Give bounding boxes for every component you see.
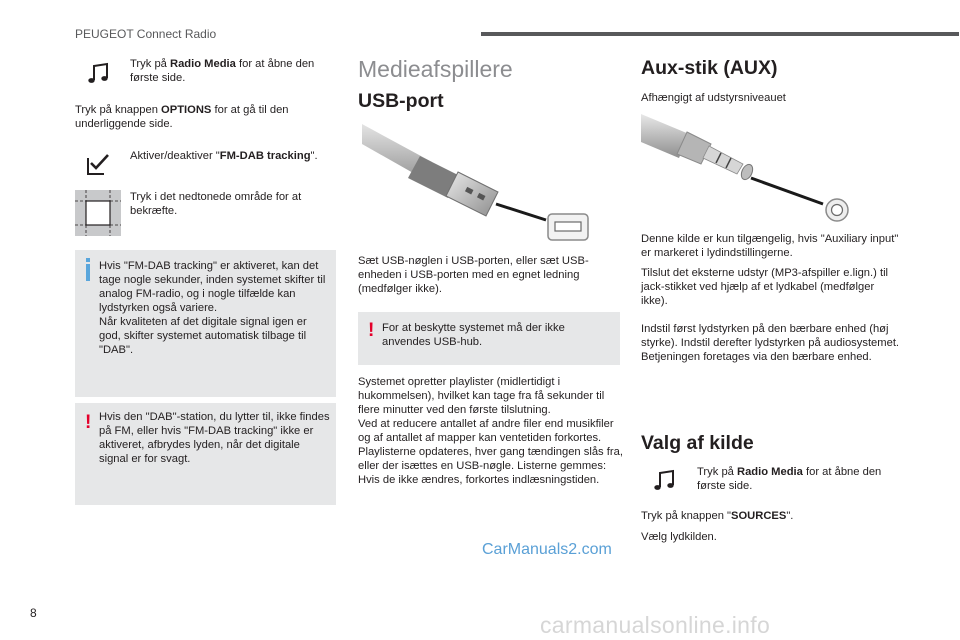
subsection-title-usb: USB-port [358,90,444,112]
equipment-level-note: Afhængigt af udstyrsniveauet [641,92,786,104]
warning-icon: ! [368,320,375,341]
usb-insert-instruction: Sæt USB-nøglen i USB-porten, eller sæt USB-enheden i USB-porten med en egnet ledning (medfølger ikke). [358,255,589,295]
watermark-carmanualsonline: carmanualsonline.info [540,612,771,638]
running-header: PEUGEOT Connect Radio [75,27,217,41]
checkbox-check-icon [86,152,112,176]
usb-warning-text: For at beskytte systemet må der ikke anvendes USB-hub. [382,322,565,348]
options-instruction: Tryk på knappen OPTIONS for at gå til den underliggende side. [75,104,289,130]
step-open-radio-media-2: Tryk på Radio Media for at åbne den første side. [697,466,882,492]
header-rule [481,32,959,36]
page-number: 8 [30,606,37,620]
step-toggle-fm-dab: Aktiver/deaktiver "FM-DAB tracking". [130,150,318,162]
grid-area-icon [75,190,121,236]
section-title-media: Medieafspillere [358,56,513,82]
sources-instruction: Tryk på knappen "SOURCES". [641,510,794,522]
section-title-source-select: Valg af kilde [641,432,754,454]
info-note [75,250,336,397]
aux-volume-instruction: Indstil først lydstyrken på den bærbare enhed (høj styrke). Indstil derefter lydstyrken på audiosystemet. Betjeningen foretages via den bærbare enhed. [641,323,900,363]
aux-availability: Denne kilde er kun tilgængelig, hvis "Auxiliary input" er markeret i lydindstillingerne. [641,233,899,259]
select-source-instruction: Vælg lydkilden. [641,531,717,543]
warning-note-text: Hvis den "DAB"-station, du lytter til, ikke findes på FM, eller hvis "FM-DAB tracking" ikke er aktiveret, afbrydes lyden, når det digitale signal er for svagt. [99,411,330,465]
playlist-info: Systemet opretter playlister (midlertidigt i hukommelsen), hvilket kan tage fra få sekunder til flere minutter ved den første tilslutning. Ved at reducere antallet af andre filer end musikfiler og af antallet af mapper kan ventetiden forkortes. Playlisterne opdateres, hver gang tændingen slås fra, eller der isættes en USB-nøgle. Listerne gemmes: Hvis de ikke ændres, forkortes indlæsningstiden. [358,376,623,486]
aux-connect-instruction: Tilslut det eksterne udstyr (MP3-afspiller e.lign.) til jack-stikket ved hjælp af et lydkabel (medfølger ikke). [641,267,889,307]
watermark-carmanuals2: CarManuals2.com [482,541,612,558]
section-title-aux: Aux-stik (AUX) [641,57,778,79]
warning-note [75,403,336,505]
info-note-text: Hvis "FM-DAB tracking" er aktiveret, kan det tage nogle sekunder, inden systemet skifter til analog FM-radio, og i nogle tilfælde kan lydstyrken også variere. Når kvaliteten af det digitale signal igen er god, skifter systemet automatisk tilbage til "DAB". [99,260,326,356]
step-confirm: Tryk i det nedtonede område for at bekræfte. [130,191,302,217]
music-note-icon [652,467,678,493]
usb-warning-note [358,312,620,365]
usb-plug-illustration [362,118,592,244]
step-open-radio-media: Tryk på Radio Media for at åbne den første side. [130,58,315,84]
music-note-icon [86,60,112,86]
aux-jack-illustration [641,112,861,224]
warning-icon: ! [85,412,92,433]
info-icon [86,264,90,281]
